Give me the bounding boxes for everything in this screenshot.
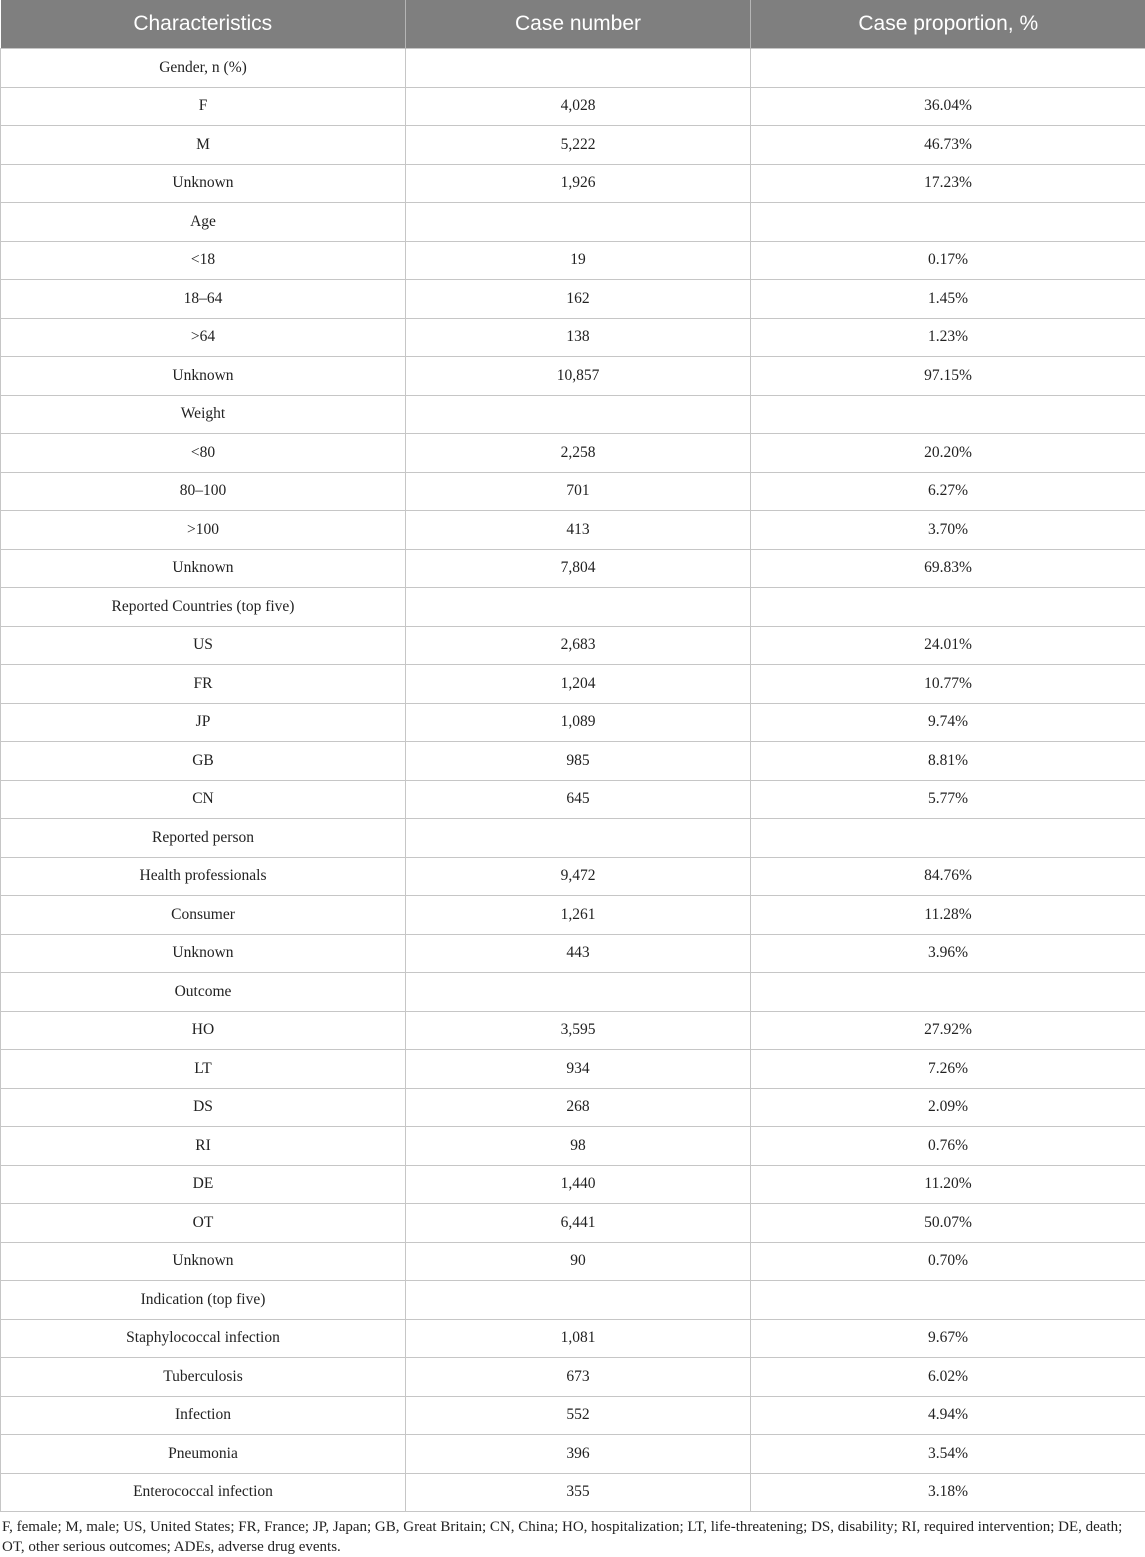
case-number-cell: 268 — [406, 1088, 751, 1127]
case-number-cell — [406, 395, 751, 434]
case-number-cell — [406, 819, 751, 858]
characteristic-cell: Weight — [1, 395, 406, 434]
case-proportion-cell — [751, 588, 1145, 627]
case-number-cell: 9,472 — [406, 857, 751, 896]
case-number-cell: 673 — [406, 1358, 751, 1397]
characteristic-cell: 18–64 — [1, 280, 406, 319]
characteristic-cell: Age — [1, 203, 406, 242]
table-header — [1, 0, 1145, 49]
case-number-cell: 985 — [406, 742, 751, 781]
table-row — [1, 164, 1145, 203]
table-row — [1, 934, 1145, 973]
table-row — [1, 1319, 1145, 1358]
case-number-cell: 355 — [406, 1473, 751, 1512]
characteristic-cell: Unknown — [1, 934, 406, 973]
characteristic-cell: OT — [1, 1204, 406, 1243]
table-row — [1, 126, 1145, 165]
case-number-cell: 10,857 — [406, 357, 751, 396]
case-number-cell: 934 — [406, 1050, 751, 1089]
characteristic-cell: >100 — [1, 511, 406, 550]
case-proportion-cell — [751, 49, 1145, 88]
characteristic-cell: Pneumonia — [1, 1435, 406, 1474]
characteristic-cell: Reported Countries (top five) — [1, 588, 406, 627]
case-proportion-cell — [751, 819, 1145, 858]
characteristic-cell: Indication (top five) — [1, 1281, 406, 1320]
characteristic-cell: Health professionals — [1, 857, 406, 896]
case-number-cell: 98 — [406, 1127, 751, 1166]
case-proportion-cell: 20.20% — [751, 434, 1145, 473]
header-characteristics: Characteristics — [1, 0, 406, 49]
table-row — [1, 626, 1145, 665]
table-row — [1, 973, 1145, 1012]
characteristic-cell: US — [1, 626, 406, 665]
case-proportion-cell: 69.83% — [751, 549, 1145, 588]
characteristic-cell: CN — [1, 780, 406, 819]
table-row — [1, 280, 1145, 319]
header-row — [1, 0, 1145, 49]
case-number-cell: 413 — [406, 511, 751, 550]
table-row — [1, 1204, 1145, 1243]
case-number-cell: 6,441 — [406, 1204, 751, 1243]
case-proportion-cell: 4.94% — [751, 1396, 1145, 1435]
characteristic-cell: JP — [1, 703, 406, 742]
case-proportion-cell: 6.27% — [751, 472, 1145, 511]
case-number-cell: 1,081 — [406, 1319, 751, 1358]
table-row — [1, 742, 1145, 781]
case-proportion-cell: 24.01% — [751, 626, 1145, 665]
table-row — [1, 1088, 1145, 1127]
header-case-number: Case number — [406, 0, 751, 49]
case-proportion-cell: 27.92% — [751, 1011, 1145, 1050]
case-proportion-cell: 9.67% — [751, 1319, 1145, 1358]
case-proportion-cell: 97.15% — [751, 357, 1145, 396]
characteristic-cell: Enterococcal infection — [1, 1473, 406, 1512]
table-row — [1, 472, 1145, 511]
case-proportion-cell: 11.20% — [751, 1165, 1145, 1204]
table-body — [1, 49, 1145, 1512]
case-proportion-cell: 9.74% — [751, 703, 1145, 742]
case-proportion-cell: 3.70% — [751, 511, 1145, 550]
characteristic-cell: DE — [1, 1165, 406, 1204]
case-proportion-cell: 3.54% — [751, 1435, 1145, 1474]
table-row — [1, 1473, 1145, 1512]
case-proportion-cell: 50.07% — [751, 1204, 1145, 1243]
characteristic-cell: LT — [1, 1050, 406, 1089]
case-number-cell — [406, 1281, 751, 1320]
table-row — [1, 357, 1145, 396]
case-number-cell — [406, 973, 751, 1012]
table-row — [1, 896, 1145, 935]
case-number-cell: 138 — [406, 318, 751, 357]
case-number-cell: 1,089 — [406, 703, 751, 742]
table-row — [1, 511, 1145, 550]
table-row — [1, 1358, 1145, 1397]
case-number-cell: 7,804 — [406, 549, 751, 588]
table-row — [1, 434, 1145, 473]
table-row — [1, 87, 1145, 126]
case-proportion-cell — [751, 203, 1145, 242]
case-number-cell: 5,222 — [406, 126, 751, 165]
characteristic-cell: <80 — [1, 434, 406, 473]
table-row — [1, 1281, 1145, 1320]
table-row — [1, 1396, 1145, 1435]
characteristic-cell: FR — [1, 665, 406, 704]
characteristic-cell: DS — [1, 1088, 406, 1127]
case-proportion-cell: 1.23% — [751, 318, 1145, 357]
header-case-proportion: Case proportion, % — [751, 0, 1145, 49]
case-number-cell: 4,028 — [406, 87, 751, 126]
case-number-cell: 1,440 — [406, 1165, 751, 1204]
case-proportion-cell: 2.09% — [751, 1088, 1145, 1127]
case-number-cell: 1,926 — [406, 164, 751, 203]
table-row — [1, 1435, 1145, 1474]
table-row — [1, 318, 1145, 357]
case-number-cell: 2,258 — [406, 434, 751, 473]
case-proportion-cell — [751, 395, 1145, 434]
case-proportion-cell: 1.45% — [751, 280, 1145, 319]
table-row — [1, 588, 1145, 627]
case-proportion-cell: 0.17% — [751, 241, 1145, 280]
characteristic-cell: F — [1, 87, 406, 126]
characteristic-cell: RI — [1, 1127, 406, 1166]
table-row — [1, 1242, 1145, 1281]
characteristic-cell: GB — [1, 742, 406, 781]
case-number-cell: 1,261 — [406, 896, 751, 935]
case-proportion-cell: 0.70% — [751, 1242, 1145, 1281]
table-row — [1, 780, 1145, 819]
characteristic-cell: Infection — [1, 1396, 406, 1435]
characteristic-cell: Unknown — [1, 549, 406, 588]
case-number-cell — [406, 203, 751, 242]
case-proportion-cell: 0.76% — [751, 1127, 1145, 1166]
characteristic-cell: HO — [1, 1011, 406, 1050]
case-number-cell: 19 — [406, 241, 751, 280]
characteristic-cell: M — [1, 126, 406, 165]
case-number-cell: 90 — [406, 1242, 751, 1281]
case-proportion-cell — [751, 973, 1145, 1012]
table-row — [1, 819, 1145, 858]
characteristic-cell: Unknown — [1, 357, 406, 396]
table-footnote: F, female; M, male; US, United States; FR, France; JP, Japan; GB, Great Britain; CN, China; HO, hospitalization; LT, life-threatening; DS, disability; RI, required intervention; DE, death; OT, other serious outcomes; ADEs, adverse drug events. — [0, 1512, 1145, 1557]
case-proportion-cell: 3.18% — [751, 1473, 1145, 1512]
case-proportion-cell: 36.04% — [751, 87, 1145, 126]
case-number-cell: 552 — [406, 1396, 751, 1435]
characteristic-cell: Unknown — [1, 1242, 406, 1281]
table-row — [1, 395, 1145, 434]
case-number-cell: 701 — [406, 472, 751, 511]
characteristic-cell: <18 — [1, 241, 406, 280]
case-proportion-cell: 46.73% — [751, 126, 1145, 165]
case-number-cell — [406, 49, 751, 88]
case-proportion-cell: 11.28% — [751, 896, 1145, 935]
case-number-cell: 645 — [406, 780, 751, 819]
table-row — [1, 1127, 1145, 1166]
case-proportion-cell: 5.77% — [751, 780, 1145, 819]
case-number-cell: 2,683 — [406, 626, 751, 665]
table-row — [1, 1165, 1145, 1204]
table-row — [1, 1011, 1145, 1050]
case-number-cell — [406, 588, 751, 627]
characteristic-cell: Staphylococcal infection — [1, 1319, 406, 1358]
case-number-cell: 3,595 — [406, 1011, 751, 1050]
characteristic-cell: Gender, n (%) — [1, 49, 406, 88]
characteristic-cell: 80–100 — [1, 472, 406, 511]
case-proportion-cell: 8.81% — [751, 742, 1145, 781]
table-row — [1, 857, 1145, 896]
case-number-cell: 162 — [406, 280, 751, 319]
characteristic-cell: Tuberculosis — [1, 1358, 406, 1397]
case-proportion-cell: 84.76% — [751, 857, 1145, 896]
case-proportion-cell: 3.96% — [751, 934, 1145, 973]
characteristic-cell: >64 — [1, 318, 406, 357]
characteristic-cell: Outcome — [1, 973, 406, 1012]
case-proportion-cell: 7.26% — [751, 1050, 1145, 1089]
case-proportion-cell: 10.77% — [751, 665, 1145, 704]
characteristic-cell: Unknown — [1, 164, 406, 203]
table-row — [1, 241, 1145, 280]
case-proportion-cell: 17.23% — [751, 164, 1145, 203]
table-row — [1, 49, 1145, 88]
characteristic-cell: Reported person — [1, 819, 406, 858]
table-row — [1, 665, 1145, 704]
case-proportion-cell — [751, 1281, 1145, 1320]
case-number-cell: 443 — [406, 934, 751, 973]
table-row — [1, 703, 1145, 742]
table-row — [1, 549, 1145, 588]
characteristic-cell: Consumer — [1, 896, 406, 935]
table-row — [1, 203, 1145, 242]
table-row — [1, 1050, 1145, 1089]
case-number-cell: 1,204 — [406, 665, 751, 704]
case-number-cell: 396 — [406, 1435, 751, 1474]
case-proportion-cell: 6.02% — [751, 1358, 1145, 1397]
